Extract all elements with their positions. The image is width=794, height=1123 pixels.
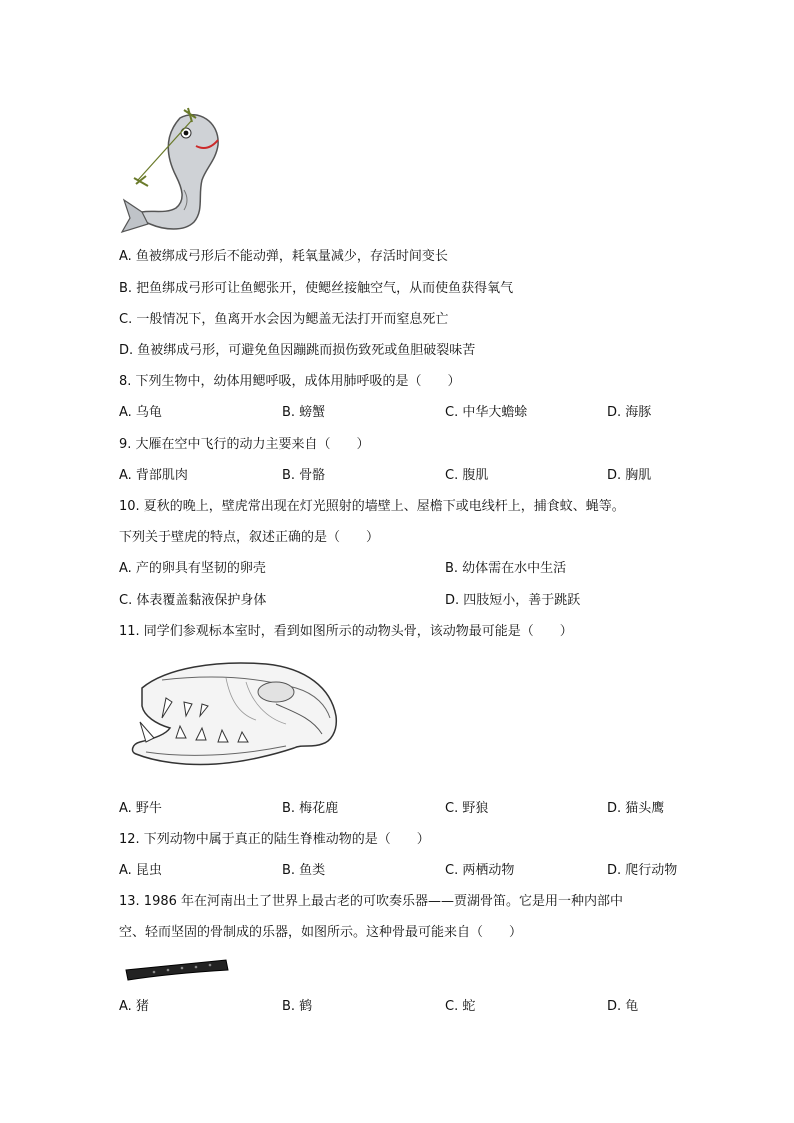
animal-skull-illustration	[126, 658, 340, 782]
q7-option-a: A. 鱼被绑成弓形后不能动弹，耗氧量减少，存活时间变长	[119, 249, 448, 264]
q11-option-c: C. 野狼	[445, 801, 489, 816]
q11-option-d: D. 猫头鹰	[607, 801, 665, 816]
q11-option-a: A. 野牛	[119, 801, 162, 816]
q13-option-a: A. 猪	[119, 999, 149, 1014]
q12-option-a: A. 昆虫	[119, 863, 162, 878]
bone-flute-illustration	[124, 956, 230, 986]
q12-option-d: D. 爬行动物	[607, 863, 678, 878]
q8-option-b: B. 螃蟹	[282, 405, 326, 420]
q13-option-c: C. 蛇	[445, 999, 476, 1014]
q9-option-a: A. 背部肌肉	[119, 468, 188, 483]
q7-option-d: D. 鱼被绑成弓形，可避免鱼因蹦跳而损伤致死或鱼胆破裂味苦	[119, 343, 476, 358]
q9-option-c: C. 腹肌	[445, 468, 489, 483]
q12-stem: 12. 下列动物中属于真正的陆生脊椎动物的是（ ）	[119, 832, 430, 847]
q9-option-b: B. 骨骼	[282, 468, 326, 483]
q13-stem-line2: 空、轻而坚固的骨制成的乐器，如图所示。这种骨最可能来自（ ）	[119, 925, 523, 940]
q11-option-b: B. 梅花鹿	[282, 801, 339, 816]
q13-option-b: B. 鹤	[282, 999, 313, 1014]
q7-option-c: C. 一般情况下，鱼离开水会因为鳃盖无法打开而窒息死亡	[119, 312, 449, 327]
q8-stem: 8. 下列生物中，幼体用鳃呼吸，成体用肺呼吸的是（ ）	[119, 374, 461, 389]
q13-stem-line1: 13. 1986 年在河南出土了世界上最古老的可吹奏乐器——贾湖骨笛。它是用一种内部中	[119, 894, 624, 909]
q10-option-d: D. 四肢短小，善于跳跃	[445, 593, 581, 608]
q9-stem: 9. 大雁在空中飞行的动力主要来自（ ）	[119, 437, 370, 452]
q12-option-c: C. 两栖动物	[445, 863, 515, 878]
q8-option-d: D. 海豚	[607, 405, 652, 420]
q10-option-b: B. 幼体需在水中生活	[445, 561, 567, 576]
q9-option-d: D. 胸肌	[607, 468, 652, 483]
q11-stem: 11. 同学们参观标本室时，看到如图所示的动物头骨，该动物最可能是（ ）	[119, 624, 573, 639]
q10-option-a: A. 产的卵具有坚韧的卵壳	[119, 561, 266, 576]
q8-option-a: A. 乌龟	[119, 405, 162, 420]
q10-stem-line2: 下列关于壁虎的特点，叙述正确的是（ ）	[119, 530, 380, 545]
q12-option-b: B. 鱼类	[282, 863, 326, 878]
q13-option-d: D. 龟	[607, 999, 639, 1014]
q8-option-c: C. 中华大蟾蜍	[445, 405, 528, 420]
q10-option-c: C. 体表覆盖黏液保护身体	[119, 593, 267, 608]
bent-fish-illustration	[118, 100, 230, 235]
q7-option-b: B. 把鱼绑成弓形可让鱼鳃张开，使鳃丝接触空气，从而使鱼获得氧气	[119, 281, 514, 296]
q10-stem-line1: 10. 夏秋的晚上，壁虎常出现在灯光照射的墙壁上、屋檐下或电线杆上，捕食蚊、蝇等。	[119, 499, 625, 514]
